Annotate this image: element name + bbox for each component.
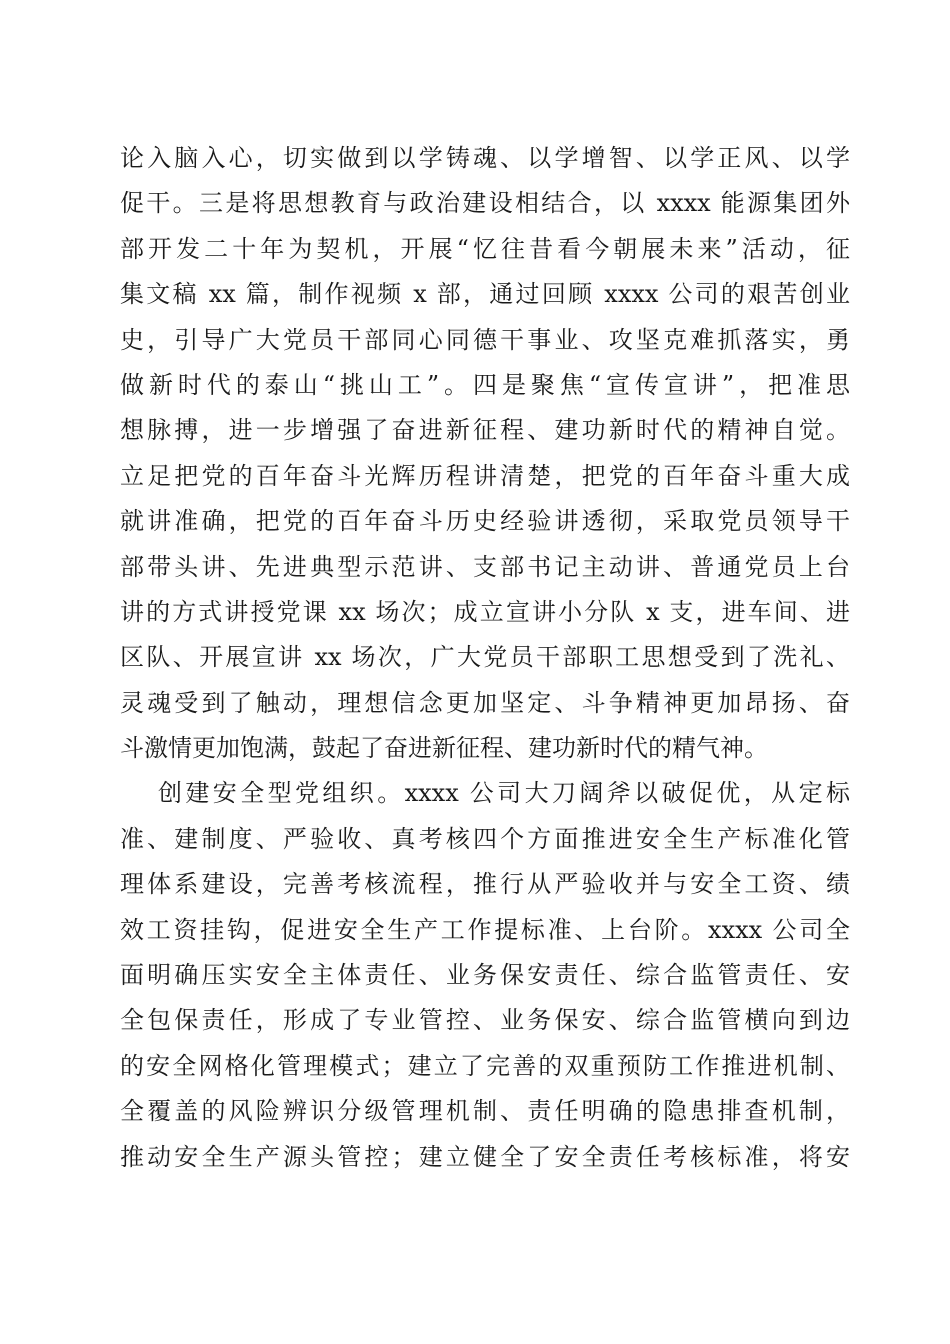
text-line: 效工资挂钩，促进安全生产工作提标准、上台阶。xxxx 公司全 [120,915,850,944]
text-line: 部带头讲、先进典型示范讲、支部书记主动讲、普通党员上台 [120,552,850,581]
paragraph-2 [120,771,850,1180]
text-line: 部开发二十年为契机，开展“忆往昔看今朝展未来”活动，征 [120,234,850,263]
text-line: 推动安全生产源头管控；建立健全了安全责任考核标准，将安 [120,1142,850,1171]
text-line: 集文稿 xx 篇，制作视频 x 部，通过回顾 xxxx 公司的艰苦创业 [120,280,850,309]
text-line: 全覆盖的风险辨识分级管理机制、责任明确的隐患排查机制， [120,1097,850,1126]
text-line: 立足把党的百年奋斗光辉历程讲清楚，把党的百年奋斗重大成 [120,461,850,490]
text-line: 的安全网格化管理模式；建立了完善的双重预防工作推进机制、 [120,1051,850,1080]
text-line: 讲的方式讲授党课 xx 场次；成立宣讲小分队 x 支，进车间、进 [120,597,850,626]
paragraph-1 [120,136,850,771]
text-line: 史，引导广大党员干部同心同德干事业、攻坚克难抓落实，勇 [120,325,850,354]
text-line: 创建安全型党组织。xxxx 公司大刀阔斧以破促优，从定标 [158,779,850,808]
text-line: 准、建制度、严验收、真考核四个方面推进安全生产标准化管 [120,824,850,853]
document-body [120,136,850,1180]
text-line: 全包保责任，形成了专业管控、业务保安、综合监管横向到边 [120,1006,850,1035]
text-line: 面明确压实安全主体责任、业务保安责任、综合监管责任、安 [120,961,850,990]
text-line: 就讲准确，把党的百年奋斗历史经验讲透彻，采取党员领导干 [120,507,850,536]
text-line: 做新时代的泰山“挑山工”。四是聚焦“宣传宣讲”，把准思 [120,370,850,399]
text-line: 论入脑入心，切实做到以学铸魂、以学增智、以学正风、以学 [120,144,850,172]
text-line: 理体系建设，完善考核流程，推行从严验收并与安全工资、绩 [120,870,850,899]
text-line: 促干。三是将思想教育与政治建设相结合，以 xxxx 能源集团外 [120,189,850,218]
text-line: 斗激情更加饱满，鼓起了奋进新征程、建功新时代的精气神。 [120,734,768,763]
text-line: 灵魂受到了触动，理想信念更加坚定、斗争精神更加昂扬、奋 [120,688,850,717]
text-line: 想脉搏，进一步增强了奋进新征程、建功新时代的精神自觉。 [120,416,850,445]
text-line: 区队、开展宣讲 xx 场次，广大党员干部职工思想受到了洗礼、 [120,643,850,672]
